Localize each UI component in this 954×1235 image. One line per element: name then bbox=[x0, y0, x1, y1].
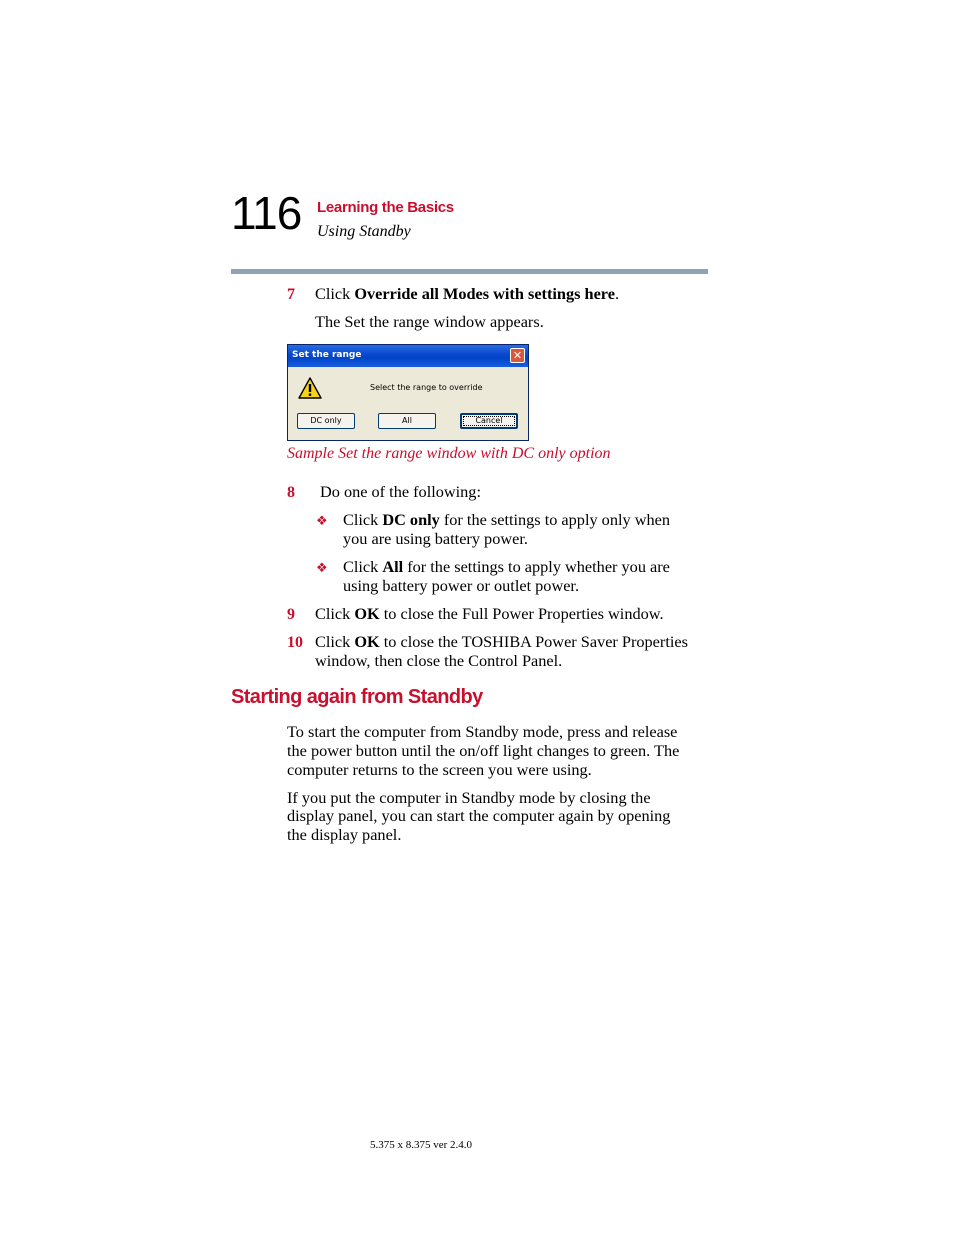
step-7-text bbox=[315, 284, 619, 303]
paragraph-line: the display panel. bbox=[287, 825, 402, 844]
step-text: to close the Full Power Properties window. bbox=[379, 604, 664, 623]
dialog-message: Select the range to override bbox=[370, 383, 483, 392]
paragraph-line: the power button until the on/off light changes to green. The bbox=[287, 741, 680, 760]
bullet-text: Click bbox=[343, 510, 383, 529]
step-7-followup: The Set the range window appears. bbox=[315, 312, 544, 331]
bullet-bold-text: DC only bbox=[382, 510, 440, 529]
figure-caption: Sample Set the range window with DC only option bbox=[287, 445, 611, 462]
step-number: 9 bbox=[287, 606, 295, 623]
bullet-item bbox=[343, 557, 670, 576]
step-9 bbox=[287, 604, 295, 624]
step-10 bbox=[287, 632, 303, 652]
dialog-titlebar bbox=[288, 345, 528, 367]
paragraph-line: computer returns to the screen you were using. bbox=[287, 760, 592, 779]
step-text: Click bbox=[315, 604, 355, 623]
dialog-title: Set the range bbox=[292, 350, 362, 360]
diamond-bullet-icon: ❖ bbox=[316, 560, 328, 575]
bullet-text-line2: you are using battery power. bbox=[343, 529, 528, 548]
set-range-dialog bbox=[287, 344, 529, 441]
step-10-text bbox=[315, 632, 688, 651]
step-9-text bbox=[315, 604, 664, 623]
chapter-title: Learning the Basics bbox=[317, 199, 454, 216]
step-number: 10 bbox=[287, 634, 303, 651]
bullet-text: for the settings to apply only when bbox=[439, 510, 670, 529]
close-icon[interactable]: ✕ bbox=[510, 348, 525, 363]
step-number: 7 bbox=[287, 286, 295, 303]
step-text: Click bbox=[315, 632, 355, 651]
step-7 bbox=[287, 284, 295, 304]
paragraph-line: To start the computer from Standby mode, press and release bbox=[287, 722, 678, 741]
paragraph-line: If you put the computer in Standby mode by closing the bbox=[287, 788, 651, 807]
bullet-text: Click bbox=[343, 557, 383, 576]
step-text: Click bbox=[315, 284, 355, 303]
step-bold-text: OK bbox=[354, 632, 380, 651]
page-number: 116 bbox=[231, 187, 302, 239]
warning-icon bbox=[298, 377, 322, 399]
header-rule bbox=[231, 269, 708, 274]
section-title: Using Standby bbox=[317, 223, 411, 240]
page-footer: 5.375 x 8.375 ver 2.4.0 bbox=[370, 1139, 473, 1151]
step-bold-text: OK bbox=[354, 604, 380, 623]
bullet-text: for the settings to apply whether you are bbox=[403, 557, 670, 576]
bullet-bold-text: All bbox=[382, 557, 404, 576]
dc-only-button[interactable]: DC only bbox=[297, 413, 355, 429]
cancel-button[interactable]: Cancel bbox=[460, 413, 518, 429]
step-8 bbox=[287, 482, 295, 502]
step-number: 8 bbox=[287, 484, 295, 501]
step-bold-text: Override all Modes with settings here bbox=[354, 284, 615, 303]
section-heading: Starting again from Standby bbox=[231, 686, 483, 708]
bullet-text-line2: using battery power or outlet power. bbox=[343, 576, 580, 595]
diamond-bullet-icon: ❖ bbox=[316, 513, 328, 528]
step-8-text: Do one of the following: bbox=[320, 482, 481, 501]
all-button[interactable]: All bbox=[378, 413, 436, 429]
step-10-line2: window, then close the Control Panel. bbox=[315, 651, 563, 670]
bullet-item bbox=[343, 510, 670, 529]
step-text: . bbox=[614, 284, 620, 303]
step-text: to close the TOSHIBA Power Saver Properties bbox=[379, 632, 688, 651]
paragraph-line: display panel, you can start the computer again by opening bbox=[287, 806, 671, 825]
